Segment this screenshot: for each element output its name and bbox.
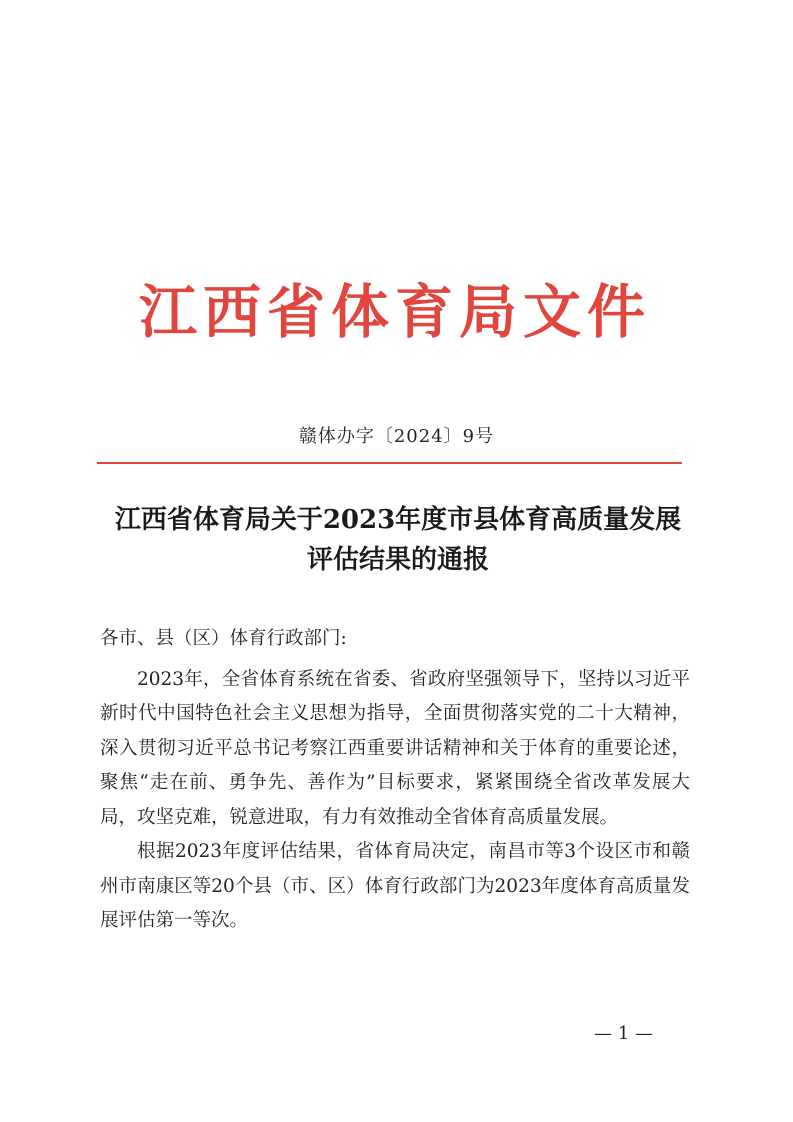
red-divider-line (97, 462, 682, 464)
body-paragraph-2: 根据2023年度评估结果，省体育局决定，南昌市等3个设区市和赣州市南康区等20个县（市、区）体育行政部门为2023年度体育高质量发展评估第一等次。 (100, 841, 690, 931)
document-number: 赣体办字〔2024〕9号 (298, 426, 495, 447)
page-number: — 1 — (594, 1023, 653, 1044)
salutation: 各市、县（区）体育行政部门: (100, 628, 347, 649)
document-title (88, 500, 708, 580)
document-masthead: 江西省体育局文件 (138, 278, 651, 346)
title-line-1: 江西省体育局关于2023年度市县体育高质量发展 (114, 505, 682, 535)
body-paragraph-1: 2023年，全省体育系统在省委、省政府坚强领导下，坚持以习近平新时代中国特色社会主义思想为指导，全面贯彻落实党的二十大精神，深入贯彻习近平总书记考察江西重要讲话精神和关于体育的重要论述，聚焦“走在前、勇争先、善作为”目标要求，紧紧围绕全省改革发展大局，攻坚克难，锐意进取，有力有效推动全省体育高质量发展。 (100, 668, 690, 828)
document-body (100, 622, 690, 939)
title-line-2: 评估结果的通报 (306, 545, 489, 575)
